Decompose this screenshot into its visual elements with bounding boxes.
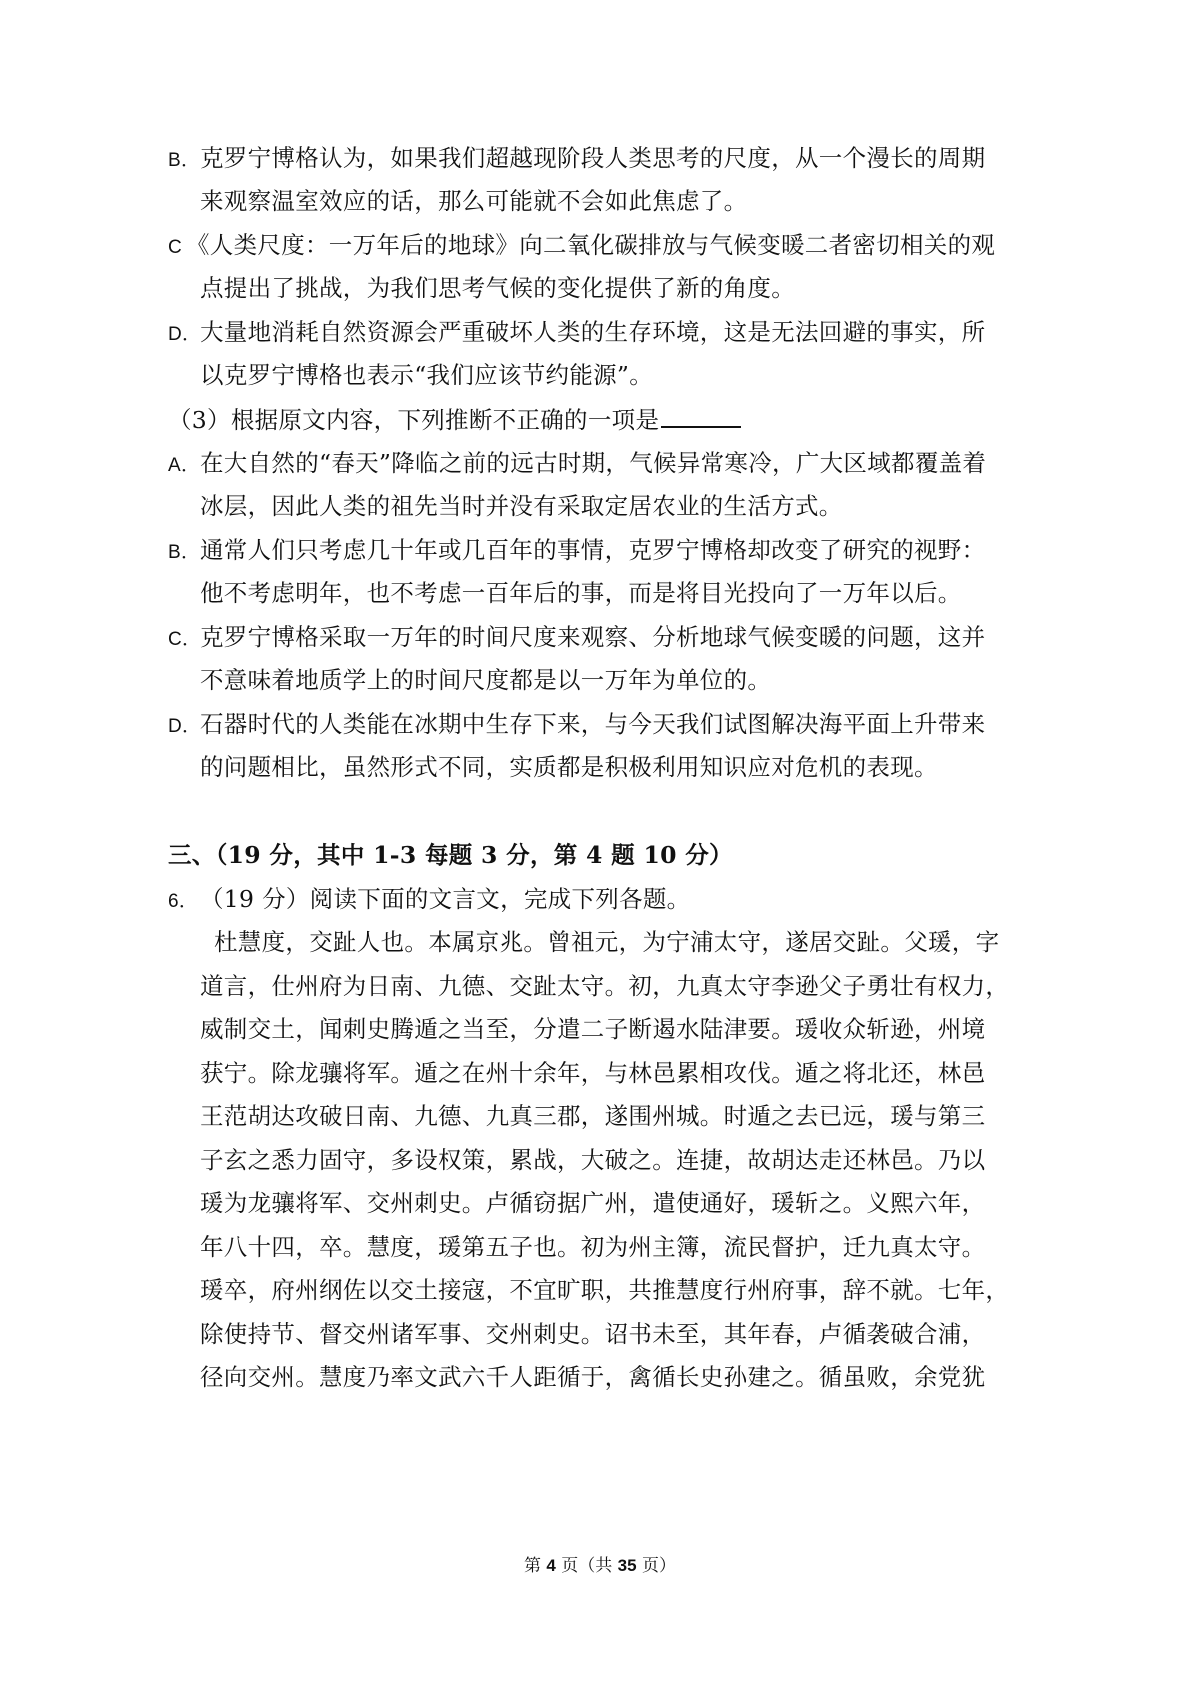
option-2c-line-2: 点提出了挑战，为我们思考气候的变化提供了新的角度。 [200, 274, 795, 302]
option-3a-line-1: A．在大自然的“春天”降临之前的远古时期，气候异常寒冷，广大区域都覆盖着 [168, 448, 986, 481]
option-label: B． [168, 150, 201, 171]
option-label: B． [168, 542, 201, 563]
option-3d-line-1: D．石器时代的人类能在冰期中生存下来，与今天我们试图解决海平面上升带来 [168, 709, 985, 742]
question-3-text: 根据原文内容，下列推断不正确的一项是 [230, 406, 660, 434]
option-3d-line-2: 的问题相比，虽然形式不同，实质都是积极利用知识应对危机的表现。 [200, 753, 938, 781]
passage-line: 瑗为龙骧将军、交州刺史。卢循窃据广州，遣使通好，瑗斩之。义熙六年， [200, 1189, 986, 1217]
option-label: D． [168, 324, 202, 345]
passage-line: 径向交州。慧度乃率文武六千人距循于，禽循长史孙建之。循虽败，余党犹 [200, 1363, 986, 1391]
question-6-intro: （19 分）阅读下面的文言文，完成下列各题。 [200, 885, 691, 913]
passage-line: 威制交土，闻刺史腾遁之当至，分遣二子断遏水陆津要。瑗收众斩逊，州境 [200, 1015, 986, 1043]
passage-line: 道言，仕州府为日南、九德、交趾太守。初，九真太守李逊父子勇壮有权力， [200, 972, 1010, 1000]
passage-line: 瑗卒，府州纲佐以交土接寇，不宜旷职，共推慧度行州府事，辞不就。七年， [200, 1276, 1010, 1304]
option-label: C [168, 237, 183, 258]
answer-blank [661, 404, 741, 428]
page-number: 4 [546, 1556, 556, 1575]
option-2d-line-2: 以克罗宁博格也表示“我们应该节约能源”。 [200, 361, 654, 389]
question-3-number: （3） [168, 406, 231, 434]
passage-line: 除使持节、督交州诸军事、交州刺史。诏书未至，其年春，卢循袭破合浦， [200, 1320, 986, 1348]
option-label: D． [168, 716, 202, 737]
option-2c-line-1: C 《人类尺度：一万年后的地球》向二氧化碳排放与气候变暖二者密切相关的观 [168, 230, 995, 263]
option-label: A． [168, 455, 201, 476]
passage-line: 获宁。除龙骧将军。遁之在州十余年，与林邑累相攻伐。遁之将北还，林邑 [200, 1059, 986, 1087]
option-3b-line-1: B．通常人们只考虑几十年或几百年的事情，克罗宁博格却改变了研究的视野： [168, 535, 985, 568]
page-footer: 第 4 页（共 35 页） [523, 1556, 676, 1576]
question-6 [168, 884, 690, 917]
option-2d-line-1: D．大量地消耗自然资源会严重破坏人类的生存环境，这是无法回避的事实，所 [168, 317, 985, 350]
passage-line: 年八十四，卒。慧度，瑗第五子也。初为州主簿，流民督护，迁九真太守。 [200, 1233, 986, 1261]
option-2b-line-1: B．克罗宁博格认为，如果我们超越现阶段人类思考的尺度，从一个漫长的周期 [168, 143, 985, 176]
option-3c-line-1: C．克罗宁博格采取一万年的时间尺度来观察、分析地球气候变暖的问题，这并 [168, 622, 985, 655]
option-3c-line-2: 不意味着地质学上的时间尺度都是以一万年为单位的。 [200, 666, 772, 694]
option-3b-line-2: 他不考虑明年，也不考虑一百年后的事，而是将目光投向了一万年以后。 [200, 579, 962, 607]
question-3 [168, 404, 741, 435]
option-3a-line-2: 冰层，因此人类的祖先当时并没有采取定居农业的生活方式。 [200, 492, 843, 520]
passage-line: 子玄之悉力固守，多设权策，累战，大破之。连捷，故胡达走还林邑。乃以 [200, 1146, 986, 1174]
option-2b-line-2: 来观察温室效应的话，那么可能就不会如此焦虑了。 [200, 187, 748, 215]
passage-line: 杜慧度，交趾人也。本属京兆。曾祖元，为宁浦太守，遂居交趾。父瑗，字 [214, 928, 1000, 956]
section-heading: 三、（19 分，其中 1-3 每题 3 分，第 4 题 10 分） [168, 841, 733, 869]
question-6-number: 6． [168, 891, 199, 912]
passage-line: 王范胡达攻破日南、九德、九真三郡，遂围州城。时遁之去已远，瑗与第三 [200, 1102, 986, 1130]
option-label: C． [168, 629, 202, 650]
total-pages: 35 [617, 1556, 637, 1575]
